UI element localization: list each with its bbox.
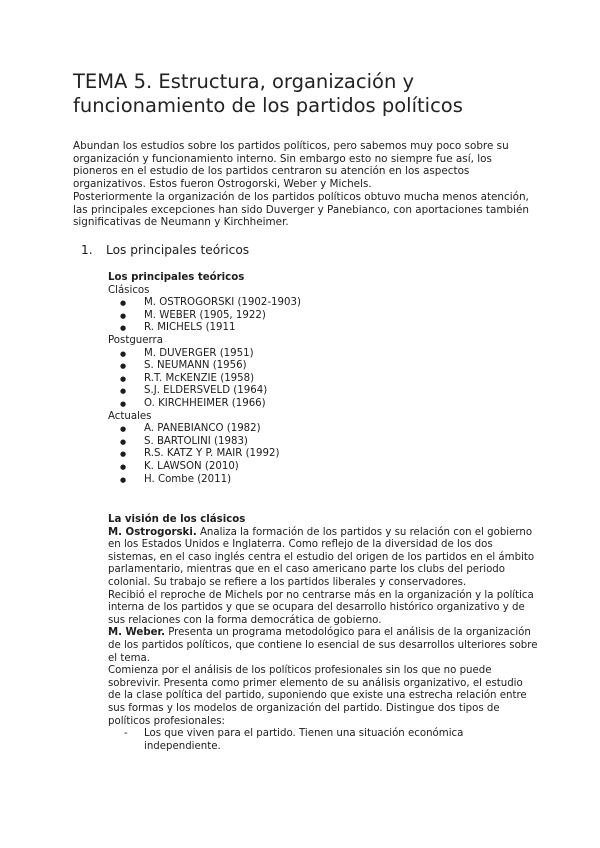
michels-paragraph: Recibió el reproche de Michels por no centrarse más en la organización y la política interna de los partidos y que se ocupara del desarrollo histórico organizativo y de sus relaciones con la forma democrática de gobierno. [108,589,534,626]
list-item: - Los que viven para el partido. Tienen una situación económica independiente. [108,728,538,753]
list-item: ● S. NEUMANN (1956) [108,360,538,373]
weber-paragraph-2: Comienza por el análisis de los políticos profesionales sin los que no puede sobrevivir. Presenta como primer elemento de su análisis organizativo, el estudio de la clase política del partido, suponiendo que existe una estrecha relación entre sus formas y los modelos de organización del partido. Distingue dos tipos de políticos profesionales: [108,665,527,727]
list-item: ● H. Combe (2011) [108,474,538,487]
ostrogorski-text: Analiza la formación de los partidos y su relación con el gobierno en los Estados Unidos e Inglaterra. Como reflejo de la diversidad de los dos sistemas, en el caso inglés centra el estudio del origen de los partidos en el ámbito parlamentario, mientras que en el caso americano parte los clubs del periodo colonial. Su trabajo se refiere a los partidos liberales y conservadores. [108,526,535,588]
list-item: ● A. PANEBIANCO (1982) [108,423,538,436]
weber-name: M. Weber. [108,627,165,639]
weber-paragraph [108,627,538,665]
list-item: ● R.T. McKENZIE (1958) [108,373,538,386]
group-label-clasicos: Clásicos [108,284,150,296]
list-actuales [108,423,538,486]
list-clasicos [108,297,538,335]
theorists-heading: Los principales teóricos [108,272,245,283]
section-number: 1. [81,243,93,257]
theorists-block [108,272,538,486]
classics-heading: La visión de los clásicos [108,514,246,525]
list-item: ● O. KIRCHHEIMER (1966) [108,398,538,411]
ostrogorski-paragraph [108,527,538,590]
intro-paragraph-1: Abundan los estudios sobre los partidos políticos, pero sabemos muy poco sobre su organización y funcionamiento interno. Sin embargo esto no siempre fue así, los pioneros en el estudio de los partidos centraron su atención en los aspectos organizativos. Estos fueron Ostrogorski, Weber y Michels. [73,140,509,190]
list-item: ● M. WEBER (1905, 1922) [108,310,538,323]
list-item: ● R. MICHELS (1911 [108,322,538,335]
list-item: ● S.J. ELDERSVELD (1964) [108,385,538,398]
list-item: ● K. LAWSON (2010) [108,461,538,474]
intro-paragraph-2: Posteriormente la organización de los partidos políticos obtuvo mucha menos atención, las principales excepciones han sido Duverger y Panebianco, con aportaciones también significativas de Neumann y Kirchheimer. [73,191,529,229]
ostrogorski-name: M. Ostrogorski. [108,526,197,538]
politician-types-list [108,728,538,753]
classics-block [108,514,538,753]
list-item: ● M. OSTROGORSKI (1902-1903) [108,297,538,310]
group-label-postguerra: Postguerra [108,334,163,346]
section-label: Los principales teóricos [106,243,250,257]
weber-text: Presenta un programa metodológico para el análisis de la organización de los partidos políticos, que contiene lo esencial de sus desarrollos ulteriores sobre el tema. [108,627,538,664]
list-item: ● M. DUVERGER (1951) [108,348,538,361]
section-heading-1 [81,243,249,258]
list-item: ● R.S. KATZ Y P. MAIR (1992) [108,448,538,461]
list-item: ● S. BARTOLINI (1983) [108,436,538,449]
document-title: TEMA 5. Estructura, organización y funcionamiento de los partidos políticos [73,70,463,117]
group-label-actuales: Actuales [108,410,152,422]
list-postguerra [108,348,538,411]
